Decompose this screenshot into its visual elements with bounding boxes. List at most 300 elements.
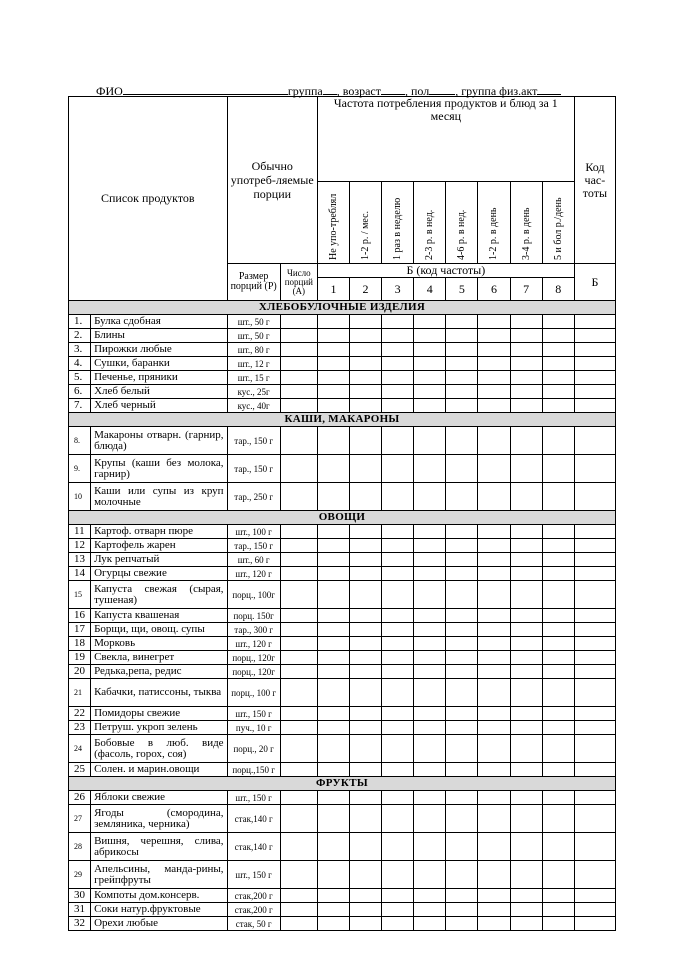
frequency-cell[interactable]: [542, 553, 574, 567]
frequency-cell[interactable]: [478, 315, 510, 329]
portion-count-cell[interactable]: [280, 665, 317, 679]
frequency-cell[interactable]: [478, 329, 510, 343]
portion-count-cell[interactable]: [280, 525, 317, 539]
frequency-cell[interactable]: [382, 455, 414, 483]
frequency-cell[interactable]: [446, 735, 478, 763]
portion-count-cell[interactable]: [280, 679, 317, 707]
frequency-cell[interactable]: [317, 581, 349, 609]
frequency-cell[interactable]: [317, 763, 349, 777]
frequency-cell[interactable]: [542, 343, 574, 357]
portion-count-cell[interactable]: [280, 399, 317, 413]
frequency-cell[interactable]: [317, 623, 349, 637]
frequency-cell[interactable]: [350, 567, 382, 581]
frequency-cell[interactable]: [446, 623, 478, 637]
frequency-cell[interactable]: [382, 343, 414, 357]
frequency-cell[interactable]: [350, 343, 382, 357]
frequency-cell[interactable]: [414, 791, 446, 805]
frequency-cell[interactable]: [478, 343, 510, 357]
portion-count-cell[interactable]: [280, 483, 317, 511]
code-cell[interactable]: [574, 791, 615, 805]
frequency-cell[interactable]: [350, 679, 382, 707]
frequency-cell[interactable]: [478, 371, 510, 385]
code-cell[interactable]: [574, 385, 615, 399]
frequency-cell[interactable]: [414, 679, 446, 707]
frequency-cell[interactable]: [542, 385, 574, 399]
frequency-cell[interactable]: [542, 903, 574, 917]
frequency-cell[interactable]: [317, 917, 349, 931]
portion-count-cell[interactable]: [280, 609, 317, 623]
frequency-cell[interactable]: [542, 525, 574, 539]
portion-count-cell[interactable]: [280, 735, 317, 763]
age-field[interactable]: [381, 83, 405, 95]
frequency-cell[interactable]: [414, 357, 446, 371]
frequency-cell[interactable]: [446, 707, 478, 721]
frequency-cell[interactable]: [317, 399, 349, 413]
frequency-cell[interactable]: [510, 483, 542, 511]
frequency-cell[interactable]: [414, 721, 446, 735]
portion-count-cell[interactable]: [280, 343, 317, 357]
frequency-cell[interactable]: [478, 427, 510, 455]
frequency-cell[interactable]: [382, 917, 414, 931]
code-cell[interactable]: [574, 567, 615, 581]
frequency-cell[interactable]: [350, 525, 382, 539]
frequency-cell[interactable]: [350, 665, 382, 679]
frequency-cell[interactable]: [382, 833, 414, 861]
frequency-cell[interactable]: [382, 763, 414, 777]
frequency-cell[interactable]: [317, 889, 349, 903]
code-cell[interactable]: [574, 455, 615, 483]
portion-count-cell[interactable]: [280, 539, 317, 553]
frequency-cell[interactable]: [414, 525, 446, 539]
frequency-cell[interactable]: [542, 763, 574, 777]
frequency-cell[interactable]: [542, 833, 574, 861]
frequency-cell[interactable]: [478, 889, 510, 903]
frequency-cell[interactable]: [350, 553, 382, 567]
frequency-cell[interactable]: [382, 567, 414, 581]
portion-count-cell[interactable]: [280, 385, 317, 399]
frequency-cell[interactable]: [542, 455, 574, 483]
frequency-cell[interactable]: [350, 889, 382, 903]
portion-count-cell[interactable]: [280, 791, 317, 805]
code-cell[interactable]: [574, 371, 615, 385]
frequency-cell[interactable]: [510, 455, 542, 483]
frequency-cell[interactable]: [350, 721, 382, 735]
frequency-cell[interactable]: [446, 539, 478, 553]
frequency-cell[interactable]: [446, 917, 478, 931]
frequency-cell[interactable]: [478, 483, 510, 511]
frequency-cell[interactable]: [510, 735, 542, 763]
frequency-cell[interactable]: [542, 665, 574, 679]
frequency-cell[interactable]: [446, 791, 478, 805]
frequency-cell[interactable]: [446, 805, 478, 833]
frequency-cell[interactable]: [382, 315, 414, 329]
frequency-cell[interactable]: [350, 903, 382, 917]
frequency-cell[interactable]: [414, 609, 446, 623]
code-cell[interactable]: [574, 735, 615, 763]
frequency-cell[interactable]: [510, 917, 542, 931]
phys-field[interactable]: [537, 83, 561, 95]
frequency-cell[interactable]: [446, 581, 478, 609]
frequency-cell[interactable]: [350, 917, 382, 931]
code-cell[interactable]: [574, 805, 615, 833]
frequency-cell[interactable]: [542, 329, 574, 343]
frequency-cell[interactable]: [350, 371, 382, 385]
frequency-cell[interactable]: [414, 385, 446, 399]
frequency-cell[interactable]: [510, 763, 542, 777]
frequency-cell[interactable]: [382, 791, 414, 805]
portion-count-cell[interactable]: [280, 903, 317, 917]
portion-count-cell[interactable]: [280, 581, 317, 609]
frequency-cell[interactable]: [414, 917, 446, 931]
code-cell[interactable]: [574, 861, 615, 889]
frequency-cell[interactable]: [350, 861, 382, 889]
code-cell[interactable]: [574, 399, 615, 413]
frequency-cell[interactable]: [414, 903, 446, 917]
frequency-cell[interactable]: [510, 791, 542, 805]
frequency-cell[interactable]: [350, 455, 382, 483]
code-cell[interactable]: [574, 553, 615, 567]
frequency-cell[interactable]: [317, 903, 349, 917]
frequency-cell[interactable]: [317, 707, 349, 721]
frequency-cell[interactable]: [478, 721, 510, 735]
frequency-cell[interactable]: [542, 399, 574, 413]
frequency-cell[interactable]: [382, 679, 414, 707]
frequency-cell[interactable]: [382, 525, 414, 539]
frequency-cell[interactable]: [510, 651, 542, 665]
frequency-cell[interactable]: [510, 553, 542, 567]
frequency-cell[interactable]: [510, 665, 542, 679]
frequency-cell[interactable]: [446, 427, 478, 455]
frequency-cell[interactable]: [414, 651, 446, 665]
portion-count-cell[interactable]: [280, 917, 317, 931]
frequency-cell[interactable]: [542, 861, 574, 889]
frequency-cell[interactable]: [382, 357, 414, 371]
frequency-cell[interactable]: [382, 539, 414, 553]
frequency-cell[interactable]: [350, 805, 382, 833]
code-cell[interactable]: [574, 581, 615, 609]
frequency-cell[interactable]: [510, 567, 542, 581]
frequency-cell[interactable]: [510, 343, 542, 357]
frequency-cell[interactable]: [510, 399, 542, 413]
frequency-cell[interactable]: [510, 707, 542, 721]
frequency-cell[interactable]: [317, 539, 349, 553]
portion-count-cell[interactable]: [280, 553, 317, 567]
frequency-cell[interactable]: [382, 329, 414, 343]
frequency-cell[interactable]: [510, 609, 542, 623]
frequency-cell[interactable]: [510, 315, 542, 329]
frequency-cell[interactable]: [414, 833, 446, 861]
fio-field[interactable]: [123, 83, 288, 95]
frequency-cell[interactable]: [317, 735, 349, 763]
frequency-cell[interactable]: [510, 539, 542, 553]
frequency-cell[interactable]: [317, 371, 349, 385]
code-cell[interactable]: [574, 357, 615, 371]
frequency-cell[interactable]: [382, 735, 414, 763]
frequency-cell[interactable]: [414, 763, 446, 777]
frequency-cell[interactable]: [414, 707, 446, 721]
frequency-cell[interactable]: [382, 721, 414, 735]
frequency-cell[interactable]: [382, 665, 414, 679]
frequency-cell[interactable]: [542, 581, 574, 609]
frequency-cell[interactable]: [446, 567, 478, 581]
portion-count-cell[interactable]: [280, 889, 317, 903]
frequency-cell[interactable]: [446, 833, 478, 861]
code-cell[interactable]: [574, 427, 615, 455]
frequency-cell[interactable]: [478, 833, 510, 861]
portion-count-cell[interactable]: [280, 315, 317, 329]
frequency-cell[interactable]: [350, 735, 382, 763]
frequency-cell[interactable]: [350, 329, 382, 343]
frequency-cell[interactable]: [317, 553, 349, 567]
code-cell[interactable]: [574, 889, 615, 903]
frequency-cell[interactable]: [317, 567, 349, 581]
portion-count-cell[interactable]: [280, 357, 317, 371]
frequency-cell[interactable]: [414, 483, 446, 511]
frequency-cell[interactable]: [510, 623, 542, 637]
frequency-cell[interactable]: [414, 371, 446, 385]
frequency-cell[interactable]: [414, 665, 446, 679]
code-cell[interactable]: [574, 763, 615, 777]
frequency-cell[interactable]: [510, 329, 542, 343]
frequency-cell[interactable]: [414, 861, 446, 889]
frequency-cell[interactable]: [542, 539, 574, 553]
frequency-cell[interactable]: [446, 553, 478, 567]
frequency-cell[interactable]: [382, 889, 414, 903]
frequency-cell[interactable]: [510, 903, 542, 917]
frequency-cell[interactable]: [510, 581, 542, 609]
frequency-cell[interactable]: [382, 651, 414, 665]
frequency-cell[interactable]: [478, 651, 510, 665]
frequency-cell[interactable]: [446, 329, 478, 343]
frequency-cell[interactable]: [317, 665, 349, 679]
frequency-cell[interactable]: [446, 721, 478, 735]
frequency-cell[interactable]: [478, 665, 510, 679]
frequency-cell[interactable]: [382, 385, 414, 399]
frequency-cell[interactable]: [542, 623, 574, 637]
frequency-cell[interactable]: [542, 357, 574, 371]
frequency-cell[interactable]: [382, 805, 414, 833]
frequency-cell[interactable]: [414, 553, 446, 567]
frequency-cell[interactable]: [414, 329, 446, 343]
frequency-cell[interactable]: [510, 385, 542, 399]
frequency-cell[interactable]: [414, 455, 446, 483]
code-cell[interactable]: [574, 833, 615, 861]
portion-count-cell[interactable]: [280, 371, 317, 385]
frequency-cell[interactable]: [414, 539, 446, 553]
frequency-cell[interactable]: [542, 791, 574, 805]
frequency-cell[interactable]: [446, 609, 478, 623]
frequency-cell[interactable]: [317, 791, 349, 805]
frequency-cell[interactable]: [510, 833, 542, 861]
frequency-cell[interactable]: [446, 665, 478, 679]
frequency-cell[interactable]: [446, 861, 478, 889]
frequency-cell[interactable]: [382, 609, 414, 623]
frequency-cell[interactable]: [478, 609, 510, 623]
frequency-cell[interactable]: [542, 707, 574, 721]
frequency-cell[interactable]: [478, 399, 510, 413]
frequency-cell[interactable]: [414, 399, 446, 413]
frequency-cell[interactable]: [446, 889, 478, 903]
frequency-cell[interactable]: [446, 903, 478, 917]
frequency-cell[interactable]: [542, 735, 574, 763]
frequency-cell[interactable]: [414, 637, 446, 651]
frequency-cell[interactable]: [478, 805, 510, 833]
frequency-cell[interactable]: [478, 385, 510, 399]
frequency-cell[interactable]: [350, 609, 382, 623]
frequency-cell[interactable]: [446, 651, 478, 665]
frequency-cell[interactable]: [382, 903, 414, 917]
frequency-cell[interactable]: [446, 343, 478, 357]
frequency-cell[interactable]: [510, 637, 542, 651]
portion-count-cell[interactable]: [280, 455, 317, 483]
portion-count-cell[interactable]: [280, 567, 317, 581]
frequency-cell[interactable]: [478, 525, 510, 539]
portion-count-cell[interactable]: [280, 427, 317, 455]
frequency-cell[interactable]: [478, 357, 510, 371]
portion-count-cell[interactable]: [280, 721, 317, 735]
frequency-cell[interactable]: [317, 861, 349, 889]
code-cell[interactable]: [574, 343, 615, 357]
frequency-cell[interactable]: [350, 833, 382, 861]
frequency-cell[interactable]: [478, 553, 510, 567]
frequency-cell[interactable]: [350, 651, 382, 665]
frequency-cell[interactable]: [317, 357, 349, 371]
group-field[interactable]: [323, 83, 337, 95]
frequency-cell[interactable]: [350, 707, 382, 721]
code-cell[interactable]: [574, 903, 615, 917]
frequency-cell[interactable]: [414, 581, 446, 609]
frequency-cell[interactable]: [542, 371, 574, 385]
frequency-cell[interactable]: [478, 917, 510, 931]
frequency-cell[interactable]: [446, 455, 478, 483]
frequency-cell[interactable]: [350, 357, 382, 371]
frequency-cell[interactable]: [510, 721, 542, 735]
frequency-cell[interactable]: [317, 651, 349, 665]
frequency-cell[interactable]: [542, 917, 574, 931]
code-cell[interactable]: [574, 315, 615, 329]
frequency-cell[interactable]: [317, 805, 349, 833]
frequency-cell[interactable]: [510, 805, 542, 833]
frequency-cell[interactable]: [510, 525, 542, 539]
code-cell[interactable]: [574, 721, 615, 735]
frequency-cell[interactable]: [478, 567, 510, 581]
frequency-cell[interactable]: [317, 833, 349, 861]
frequency-cell[interactable]: [382, 707, 414, 721]
frequency-cell[interactable]: [478, 679, 510, 707]
frequency-cell[interactable]: [382, 399, 414, 413]
portion-count-cell[interactable]: [280, 861, 317, 889]
frequency-cell[interactable]: [478, 707, 510, 721]
frequency-cell[interactable]: [382, 637, 414, 651]
frequency-cell[interactable]: [317, 525, 349, 539]
frequency-cell[interactable]: [510, 889, 542, 903]
frequency-cell[interactable]: [478, 861, 510, 889]
portion-count-cell[interactable]: [280, 833, 317, 861]
frequency-cell[interactable]: [350, 623, 382, 637]
frequency-cell[interactable]: [414, 805, 446, 833]
frequency-cell[interactable]: [317, 637, 349, 651]
frequency-cell[interactable]: [542, 427, 574, 455]
frequency-cell[interactable]: [446, 483, 478, 511]
frequency-cell[interactable]: [542, 679, 574, 707]
frequency-cell[interactable]: [317, 315, 349, 329]
frequency-cell[interactable]: [414, 889, 446, 903]
frequency-cell[interactable]: [446, 315, 478, 329]
frequency-cell[interactable]: [317, 385, 349, 399]
code-cell[interactable]: [574, 917, 615, 931]
frequency-cell[interactable]: [542, 805, 574, 833]
portion-count-cell[interactable]: [280, 707, 317, 721]
code-cell[interactable]: [574, 483, 615, 511]
frequency-cell[interactable]: [414, 623, 446, 637]
code-cell[interactable]: [574, 637, 615, 651]
frequency-cell[interactable]: [317, 455, 349, 483]
code-cell[interactable]: [574, 707, 615, 721]
portion-count-cell[interactable]: [280, 805, 317, 833]
frequency-cell[interactable]: [446, 357, 478, 371]
sex-field[interactable]: [429, 83, 455, 95]
frequency-cell[interactable]: [317, 609, 349, 623]
frequency-cell[interactable]: [446, 525, 478, 539]
code-cell[interactable]: [574, 609, 615, 623]
frequency-cell[interactable]: [542, 637, 574, 651]
frequency-cell[interactable]: [350, 763, 382, 777]
portion-count-cell[interactable]: [280, 651, 317, 665]
frequency-cell[interactable]: [542, 567, 574, 581]
frequency-cell[interactable]: [478, 581, 510, 609]
frequency-cell[interactable]: [317, 343, 349, 357]
frequency-cell[interactable]: [446, 679, 478, 707]
code-cell[interactable]: [574, 679, 615, 707]
code-cell[interactable]: [574, 665, 615, 679]
frequency-cell[interactable]: [478, 539, 510, 553]
frequency-cell[interactable]: [542, 889, 574, 903]
frequency-cell[interactable]: [510, 679, 542, 707]
frequency-cell[interactable]: [446, 637, 478, 651]
frequency-cell[interactable]: [350, 399, 382, 413]
frequency-cell[interactable]: [478, 763, 510, 777]
frequency-cell[interactable]: [478, 791, 510, 805]
frequency-cell[interactable]: [446, 371, 478, 385]
frequency-cell[interactable]: [414, 315, 446, 329]
portion-count-cell[interactable]: [280, 763, 317, 777]
code-cell[interactable]: [574, 651, 615, 665]
frequency-cell[interactable]: [478, 455, 510, 483]
frequency-cell[interactable]: [350, 539, 382, 553]
frequency-cell[interactable]: [382, 427, 414, 455]
code-cell[interactable]: [574, 525, 615, 539]
frequency-cell[interactable]: [510, 357, 542, 371]
portion-count-cell[interactable]: [280, 329, 317, 343]
frequency-cell[interactable]: [382, 623, 414, 637]
frequency-cell[interactable]: [446, 385, 478, 399]
frequency-cell[interactable]: [350, 791, 382, 805]
frequency-cell[interactable]: [478, 735, 510, 763]
frequency-cell[interactable]: [414, 427, 446, 455]
frequency-cell[interactable]: [510, 371, 542, 385]
code-cell[interactable]: [574, 329, 615, 343]
frequency-cell[interactable]: [317, 329, 349, 343]
code-cell[interactable]: [574, 539, 615, 553]
frequency-cell[interactable]: [317, 679, 349, 707]
frequency-cell[interactable]: [350, 483, 382, 511]
frequency-cell[interactable]: [414, 567, 446, 581]
portion-count-cell[interactable]: [280, 637, 317, 651]
frequency-cell[interactable]: [510, 427, 542, 455]
frequency-cell[interactable]: [317, 427, 349, 455]
frequency-cell[interactable]: [317, 483, 349, 511]
frequency-cell[interactable]: [382, 861, 414, 889]
